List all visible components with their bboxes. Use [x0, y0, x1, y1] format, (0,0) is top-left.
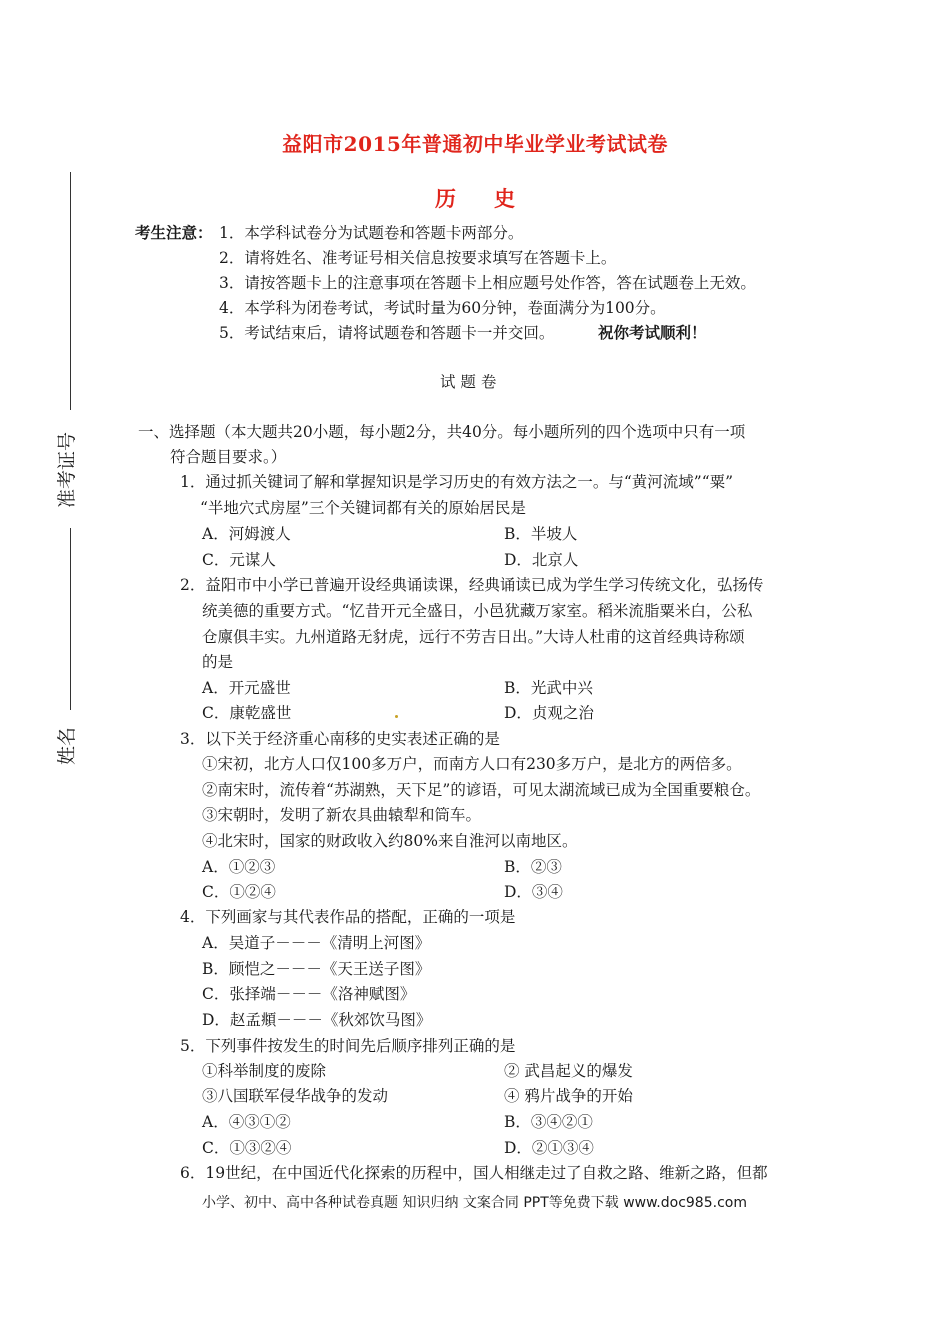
- good-luck: 祝你考试顺利！: [598, 323, 707, 342]
- q2-stem-line2: 统美德的重要方式。“忆昔开元全盛日，小邑犹藏万家室。稻米流脂粟米白，公私: [202, 602, 753, 620]
- q4-option-a: A．吴道子－－－《清明上河图》: [202, 934, 431, 952]
- subject-title: 历史: [435, 186, 553, 211]
- exam-title: 益阳市2015年普通初中毕业学业考试试卷: [282, 132, 668, 156]
- q5-event-2: ② 武昌起义的爆发: [504, 1062, 633, 1080]
- q5-stem: 5．下列事件按发生的时间先后顺序排列正确的是: [180, 1037, 516, 1055]
- q3-stem: 3．以下关于经济重心南移的史实表述正确的是: [180, 730, 500, 748]
- part1-instruction-line2: 符合题目要求。）: [170, 448, 287, 466]
- exam-number-line: [70, 528, 71, 710]
- q3-option-c: C．①②④: [202, 883, 276, 901]
- q3-option-b: B．②③: [504, 858, 562, 876]
- notice-item-3: 3．请按答题卡上的注意事项在答题卡上相应题号处作答，答在试题卷上无效。: [219, 274, 756, 292]
- name-label: 姓名: [56, 726, 78, 765]
- q4-option-d: D．赵孟頫－－－《秋郊饮马图》: [202, 1011, 432, 1029]
- notice-item-1: 1．本学科试卷分为试题卷和答题卡两部分。: [219, 224, 524, 242]
- q3-statement-2: ②南宋时，流传着“苏湖熟，天下足”的谚语，可见太湖流域已成为全国重要粮仓。: [202, 781, 761, 799]
- q2-stem-line1: 2．益阳市中小学已普遍开设经典诵读课，经典诵读已成为学生学习传统文化，弘扬传: [180, 576, 764, 594]
- notice-label: 考生注意：: [135, 223, 213, 242]
- q1-option-c: C．元谋人: [202, 551, 276, 569]
- scan-speck: [395, 715, 398, 718]
- q3-statement-1: ①宋初，北方人口仅100多万户，而南方人口有230多万户，是北方的两倍多。: [202, 755, 742, 773]
- q4-option-c: C．张择端－－－《洛神赋图》: [202, 985, 416, 1003]
- q5-event-3: ③八国联军侵华战争的发动: [202, 1087, 389, 1105]
- q1-option-b: B．半坡人: [504, 525, 578, 543]
- q4-option-b: B．顾恺之－－－《天王送子图》: [202, 960, 431, 978]
- q1-option-d: D．北京人: [504, 551, 579, 569]
- section-title: 试 题 卷: [440, 373, 497, 391]
- q2-option-d: D．贞观之治: [504, 704, 594, 722]
- footer-advert: 小学、初中、高中各种试卷真题 知识归纳 文案合同 PPT等免费下载 www.doc985.com: [202, 1195, 747, 1211]
- q2-stem-line4: 的是: [202, 653, 234, 671]
- q3-statement-4: ④北宋时，国家的财政收入约80%来自淮河以南地区。: [202, 832, 578, 850]
- q5-option-d: D．②①③④: [504, 1139, 594, 1157]
- notice-item-4: 4．本学科为闭卷考试，考试时量为60分钟，卷面满分为100分。: [219, 299, 666, 317]
- q2-stem-line3: 仓廪俱丰实。九州道路无豺虎，远行不劳吉日出。”大诗人杜甫的这首经典诗称颂: [202, 628, 745, 646]
- q1-option-a: A．河姆渡人: [202, 525, 291, 543]
- q5-event-4: ④ 鸦片战争的开始: [504, 1087, 633, 1105]
- q5-option-b: B．③④②①: [504, 1113, 593, 1131]
- q4-stem: 4．下列画家与其代表作品的搭配，正确的一项是: [180, 908, 516, 926]
- q3-option-a: A．①②③: [202, 858, 276, 876]
- q1-stem-line2: “半地穴式房屋”三个关键词都有关的原始居民是: [200, 499, 526, 517]
- q5-option-a: A．④③①②: [202, 1113, 291, 1131]
- q6-stem-line1: 6．19世纪，在中国近代化探索的历程中，国人相继走过了自救之路、维新之路，但都: [180, 1164, 768, 1182]
- q1-stem-line1: 1．通过抓关键词了解和掌握知识是学习历史的有效方法之一。与“黄河流域”“粟”: [180, 473, 734, 491]
- notice-item-2: 2．请将姓名、准考证号相关信息按要求填写在答题卡上。: [219, 249, 617, 267]
- q3-option-d: D．③④: [504, 883, 563, 901]
- q2-option-b: B．光武中兴: [504, 679, 593, 697]
- exam-number-label: 准考证号: [56, 431, 78, 508]
- q2-option-c: C．康乾盛世: [202, 704, 292, 722]
- q5-event-1: ①科举制度的废除: [202, 1062, 327, 1080]
- q5-option-c: C．①③②④: [202, 1139, 292, 1157]
- part1-instruction-line1: 一、选择题（本大题共20小题，每小题2分，共40分。每小题所列的四个选项中只有一项: [138, 423, 746, 441]
- q2-option-a: A．开元盛世: [202, 679, 291, 697]
- q3-statement-3: ③宋朝时，发明了新农具曲辕犁和筒车。: [202, 806, 482, 824]
- notice-item-5: 5．考试结束后，请将试题卷和答题卡一并交回。: [219, 324, 555, 342]
